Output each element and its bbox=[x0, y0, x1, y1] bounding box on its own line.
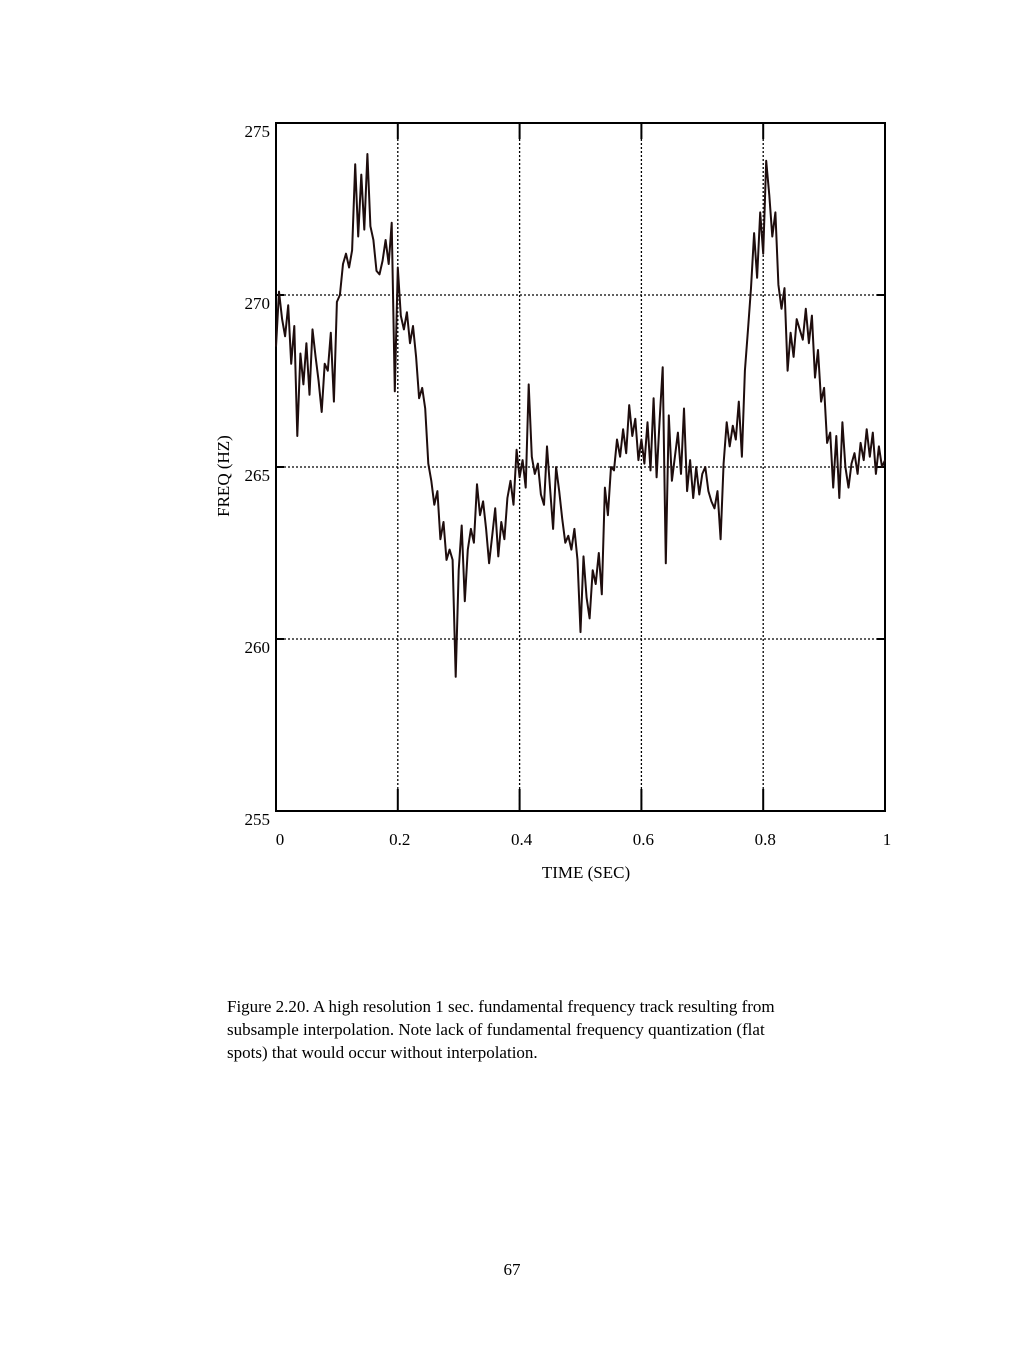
x-tick-label: 0.4 bbox=[510, 830, 533, 849]
x-tick-label: 0 bbox=[275, 830, 285, 849]
caption-line: subsample interpolation. Note lack of fundamental frequency quantization (flat bbox=[227, 1020, 765, 1039]
caption-line: spots) that would occur without interpolation. bbox=[227, 1043, 538, 1062]
x-tick-labels bbox=[276, 830, 892, 849]
x-tick-label: 0.2 bbox=[389, 830, 411, 849]
x-axis-label: TIME (SEC) bbox=[541, 863, 631, 882]
figure-caption bbox=[227, 995, 867, 1064]
y-tick-labels bbox=[245, 122, 271, 829]
x-tick-label: 0.6 bbox=[632, 830, 655, 849]
y-tick-label: 275 bbox=[244, 122, 270, 141]
y-tick-label: 255 bbox=[244, 810, 270, 829]
y-tick-label: 265 bbox=[244, 466, 270, 485]
y-axis-label: FREQ (HZ) bbox=[214, 435, 233, 517]
x-tick-label: 1 bbox=[882, 830, 892, 849]
page-number: 67 bbox=[503, 1260, 521, 1279]
frequency-series-line bbox=[276, 154, 885, 677]
caption-line: Figure 2.20. A high resolution 1 sec. fundamental frequency track resulting from bbox=[227, 997, 775, 1016]
x-tick-label: 0.8 bbox=[754, 830, 776, 849]
frequency-trace-group bbox=[276, 154, 885, 677]
grid-lines bbox=[276, 123, 885, 811]
y-tick-label: 260 bbox=[244, 638, 270, 657]
y-tick-label: 270 bbox=[244, 294, 270, 313]
